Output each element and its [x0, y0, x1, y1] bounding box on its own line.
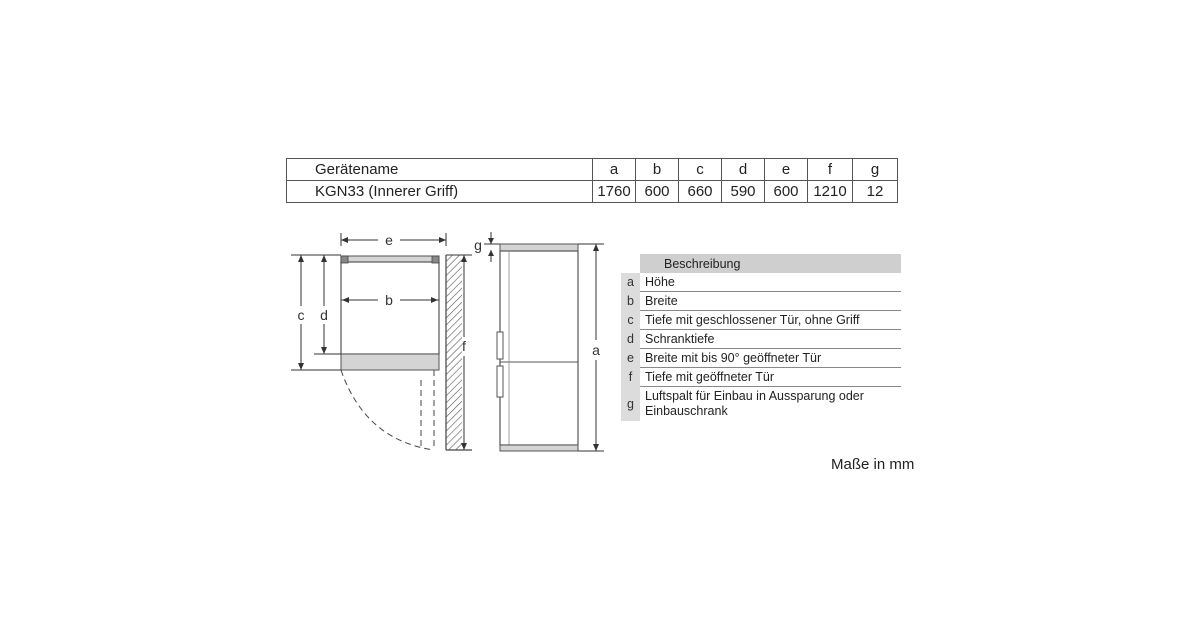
label-f: f [462, 338, 466, 354]
device-name: KGN33 (Innerer Griff) [287, 181, 593, 203]
top-view [291, 232, 472, 450]
legend-text: Tiefe mit geschlossener Tür, ohne Griff [640, 311, 901, 330]
label-g: g [474, 237, 482, 253]
label-c: c [297, 307, 305, 323]
legend-key: g [621, 387, 640, 422]
device-name-header: Gerätename [287, 159, 593, 181]
col-header-a: a [593, 159, 636, 181]
legend-text: Breite [640, 292, 901, 311]
legend-row [621, 311, 901, 330]
legend-key: f [621, 368, 640, 387]
legend-key: a [621, 273, 640, 292]
value-b: 600 [636, 181, 679, 203]
col-header-f: f [808, 159, 853, 181]
value-c: 660 [679, 181, 722, 203]
legend-key: d [621, 330, 640, 349]
legend-text: Breite mit bis 90° geöffneter Tür [640, 349, 901, 368]
legend-text: Schranktiefe [640, 330, 901, 349]
col-header-g: g [853, 159, 898, 181]
legend-text: Tiefe mit geöffneter Tür [640, 368, 901, 387]
col-header-c: c [679, 159, 722, 181]
legend-text: Höhe [640, 273, 901, 292]
label-b: b [385, 292, 393, 308]
value-f: 1210 [808, 181, 853, 203]
value-e: 600 [765, 181, 808, 203]
legend-row [621, 368, 901, 387]
legend-text: Luftspalt für Einbau in Aussparung oder Einbauschrank [645, 389, 864, 418]
legend-row [621, 349, 901, 368]
legend-row [621, 330, 901, 349]
legend-row [621, 273, 901, 292]
units-note: Maße in mm [831, 456, 915, 473]
legend-key: b [621, 292, 640, 311]
col-header-e: e [765, 159, 808, 181]
legend-row [621, 387, 901, 422]
value-g: 12 [853, 181, 898, 203]
legend-row [621, 292, 901, 311]
side-view [474, 232, 604, 451]
legend-header [621, 254, 901, 273]
legend-key: e [621, 349, 640, 368]
value-d: 590 [722, 181, 765, 203]
label-d: d [320, 307, 328, 323]
legend-key: c [621, 311, 640, 330]
legend-title: Beschreibung [640, 254, 901, 273]
label-e: e [385, 232, 393, 248]
label-a: a [592, 342, 600, 358]
value-a: 1760 [593, 181, 636, 203]
legend-table [621, 254, 901, 421]
col-header-d: d [722, 159, 765, 181]
col-header-b: b [636, 159, 679, 181]
